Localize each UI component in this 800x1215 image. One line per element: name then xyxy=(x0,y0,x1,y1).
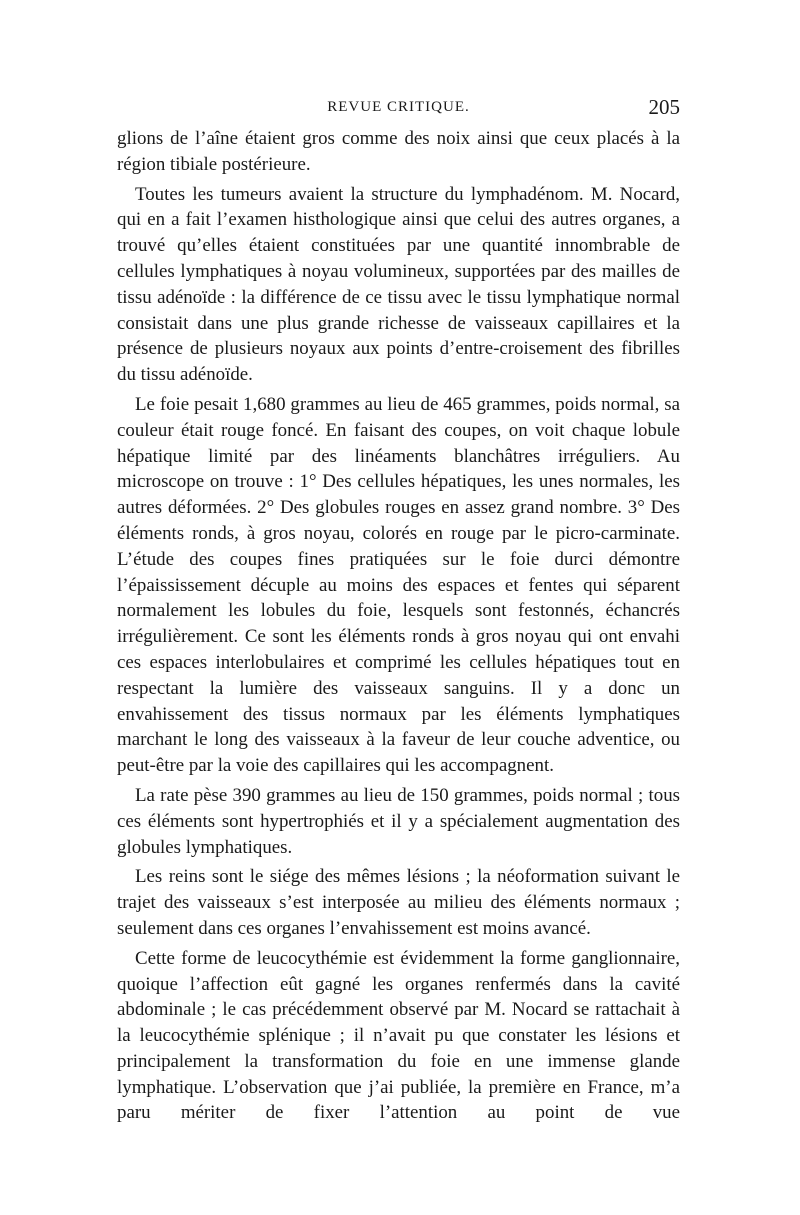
paragraph-leucocythemie: Cette forme de leucocythémie est évidemment la forme ganglionnaire, quoique l’affection eût gagné les organes renfermés dans la cavité abdominale ; le cas précédemment observé par M. Nocard se rattachait à la leucocythémie splénique ; il n’avait pu que constater les lésions et principalement la transformation du foie en une immense glande lymphatique. L’observation que j’ai publiée, la première en France, m’a paru mériter de fixer l’attention au point de vue xyxy=(117,947,680,1124)
page-number: 205 xyxy=(648,95,680,119)
paragraph-tumeurs: Toutes les tumeurs avaient la structure du lymphadénom. M. Nocard, qui en a fait l’examen histhologique ainsi que celui des autres organes, a trouvé qu’elles étaient constituées par une quantité innombrable de cellules lymphatiques à noyau volumineux, supportées par des mailles de tissu adénoïde : la différence de ce tissu avec le tissu lymphatique normal consistait dans une plus grande richesse de vaisseaux capillaires et la présence de plusieurs noyaux aux points d’entre-croisement des fibrilles du tissu adénoïde. xyxy=(117,183,680,386)
paragraph-continuation: glions de l’aîne étaient gros comme des noix ainsi que ceux placés à la région tibiale postérieure. xyxy=(117,128,680,175)
paragraph-foie: Le foie pesait 1,680 grammes au lieu de 465 grammes, poids normal, sa couleur était rouge foncé. En faisant des coupes, on voit chaque lobule hépatique limité par des linéaments blanchâtres irréguliers. Au microscope on trouve : 1° Des cellules hépatiques, les unes normales, les autres déformées. 2° Des globules rouges en assez grand nombre. 3° Des éléments ronds, à gros noyau, colorés en rouge par le picro-carminate. L’étude des coupes fines pratiquées sur le foie durci démontre l’épaississement décuple au moins des espaces et fentes qui séparent normalement les lobules du foie, lesquels sont festonnés, échancrés irrégulièrement. Ce sont les éléments ronds à gros noyau qui ont envahi ces espaces interlobulaires et comprimé les cellules hépatiques tout en respectant la lumière des vaisseaux sanguins. Il y a donc un envahissement des tissus normaux par les éléments lymphatiques marchant le long des vaisseaux à la faveur de leur couche adventice, ou peut-être par la voie des capillaires qui les accompagnent. xyxy=(117,393,680,777)
paragraph-reins: Les reins sont le siége des mêmes lésions ; la néoformation suivant le trajet des vaisseaux s’est interposée au milieu des éléments normaux ; seulement dans ces organes l’envahissement est moins avancé. xyxy=(117,866,680,939)
running-title: REVUE CRITIQUE. xyxy=(327,99,470,115)
paragraph-rate: La rate pèse 390 grammes au lieu de 150 grammes, poids normal ; tous ces éléments sont hypertrophiés et il y a spécialement augmentation des globules lymphatiques. xyxy=(117,784,680,858)
body-text xyxy=(117,126,680,1126)
running-header xyxy=(117,95,680,125)
